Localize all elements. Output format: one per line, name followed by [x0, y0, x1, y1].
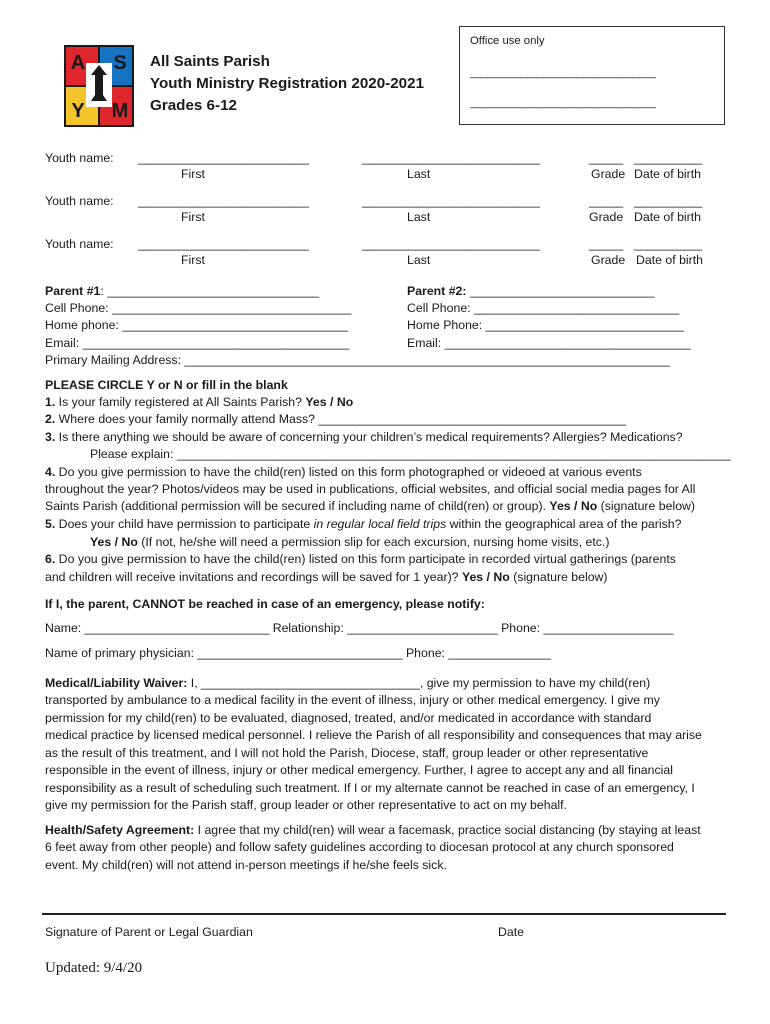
question-2	[45, 411, 626, 427]
dob-caption: Date of birth	[634, 210, 701, 224]
parent-1-field[interactable]: : _______________________________	[100, 284, 320, 298]
questions-heading: PLEASE CIRCLE Y or N or fill in the blank	[45, 378, 288, 392]
q5-yes-no-option[interactable]: Yes / No	[90, 535, 138, 549]
question-3	[45, 429, 683, 445]
q4-yes-no-option[interactable]: Yes / No	[549, 499, 598, 513]
q5-text-b: within the geographical area of the parish?	[446, 517, 682, 531]
youth-name-label: Youth name:	[45, 151, 114, 165]
parent-1-home-field[interactable]: Home phone: _________________________________	[45, 318, 348, 332]
waiver-line: medical practice by licensed medical personnel. I relieve the Parish of all responsibility and consequences that may arise	[45, 728, 702, 742]
last-caption: Last	[407, 253, 431, 267]
logo-letter-s: S	[113, 52, 127, 74]
q6-number: 6.	[45, 552, 56, 566]
question-6	[45, 551, 676, 567]
waiver-line: responsibility as a result of scheduling such treatment. If I or my alternate cannot be reached in case of an emergency, I	[45, 781, 695, 795]
q2-number: 2.	[45, 412, 56, 426]
q6-signature-note: (signature below)	[509, 570, 608, 584]
youth-first-field[interactable]: _________________________	[138, 194, 309, 208]
mailing-address-field[interactable]: Primary Mailing Address: _______________________________________________________________________	[45, 353, 670, 367]
q1-separator: /	[326, 395, 337, 409]
waiver-label: Medical/Liability Waiver:	[45, 676, 188, 690]
logo-letter-y: Y	[71, 100, 85, 122]
q5-text-a: Does your child have permission to participate	[55, 517, 314, 531]
dob-caption: Date of birth	[634, 167, 701, 181]
youth-grade-field[interactable]: _____	[589, 237, 624, 251]
parent-2-email-field[interactable]: Email: ____________________________________	[407, 336, 691, 350]
health-line: 6 feet away from other people) and follow safety guidelines according to diocesan protocol at any church sponsored	[45, 840, 674, 854]
office-use-box	[459, 26, 725, 125]
parent-2-home-field[interactable]: Home Phone: _____________________________	[407, 318, 684, 332]
grade-caption: Grade	[591, 167, 626, 181]
q6-line-2-row	[45, 569, 608, 585]
last-caption: Last	[407, 167, 431, 181]
q1-text: Is your family registered at All Saints Parish?	[55, 395, 306, 409]
question-1	[45, 394, 353, 410]
q1-no-option[interactable]: No	[336, 395, 354, 409]
parent-1-email-field[interactable]: Email: _______________________________________	[45, 336, 350, 350]
waiver-line: permission for my child(ren) to be evaluated, diagnosed, treated, and/or medicated in accordance with standard	[45, 711, 652, 725]
youth-name-label: Youth name:	[45, 194, 114, 208]
office-line-2[interactable]: _________________________________	[470, 97, 656, 109]
first-caption: First	[181, 210, 205, 224]
signature-label: Signature of Parent or Legal Guardian	[45, 925, 253, 939]
first-caption: First	[181, 167, 205, 181]
updated-date: Updated: 9/4/20	[45, 960, 143, 976]
waiver-line: give my permission for the Parish staff, group leader or other representative to act on my behalf.	[45, 798, 567, 812]
parent-1-row	[45, 283, 319, 299]
q2-field[interactable]: Where does your family normally attend Mass? _____________________________________________	[55, 412, 627, 426]
parent-2-row	[407, 283, 655, 299]
q3-explain-field[interactable]: Please explain: _________________________________________________________________________________	[90, 447, 731, 461]
youth-name-label: Youth name:	[45, 237, 114, 251]
q4-line-1: Do you give permission to have the child(ren) listed on this form photographed or videoed at various events	[55, 465, 642, 479]
q1-number: 1.	[45, 395, 56, 409]
youth-first-field[interactable]: _________________________	[138, 237, 309, 251]
grade-caption: Grade	[591, 253, 626, 267]
physician-fields[interactable]: Name of primary physician: ______________________________ Phone: _______________	[45, 646, 551, 660]
first-caption: First	[181, 253, 205, 267]
date-label: Date	[498, 925, 524, 939]
grades-label: Grades 6-12	[150, 97, 237, 114]
q6-yes-no-option[interactable]: Yes / No	[461, 570, 510, 584]
q1-yes-option[interactable]: Yes	[305, 395, 327, 409]
waiver-line: as the result of this treatment, and I will not hold the Parish, Diocese, staff, group leader or other representative	[45, 746, 649, 760]
question-4	[45, 464, 642, 480]
youth-dob-field[interactable]: __________	[634, 151, 703, 165]
q5-answer-row	[90, 534, 609, 550]
q5-number: 5.	[45, 517, 56, 531]
q4-line-3-row	[45, 498, 695, 514]
health-label: Health/Safety Agreement:	[45, 823, 195, 837]
logo-letter-m: M	[111, 100, 129, 122]
youth-grade-field[interactable]: _____	[589, 151, 624, 165]
parent-1-label: Parent #1	[45, 284, 101, 298]
page-title: All Saints Parish	[150, 53, 270, 70]
youth-first-field[interactable]: _________________________	[138, 151, 309, 165]
asym-logo	[64, 45, 134, 127]
parent-2-label: Parent #2:	[407, 284, 467, 298]
parent-1-cell-field[interactable]: Cell Phone: ___________________________________	[45, 301, 352, 315]
emergency-contact-fields[interactable]: Name: ___________________________ Relationship: ______________________ Phone: ___________________	[45, 621, 674, 635]
q4-line-3: Saints Parish (additional permission will be secured if including name of child(ren) or group).	[45, 499, 550, 513]
q6-line-2: and children will receive invitations and recordings will be saved for 1 year)?	[45, 570, 462, 584]
youth-last-field[interactable]: __________________________	[362, 194, 540, 208]
logo-letter-a: A	[70, 52, 86, 74]
waiver-line: responsible in the event of illness, injury or other medical emergency. Further, I agree to accept any and all financial	[45, 763, 673, 777]
q6-line-1: Do you give permission to have the child(ren) listed on this form participate in recorded virtual gatherings (parents	[55, 552, 676, 566]
parent-2-field[interactable]: ___________________________	[466, 284, 655, 298]
q4-line-2: throughout the year? Photos/videos may be used in publications, official websites, and official social media pages for All	[45, 482, 696, 496]
health-line-1-row	[45, 822, 701, 838]
office-line-1[interactable]: _________________________________	[470, 67, 656, 79]
grade-caption: Grade	[589, 210, 624, 224]
q3-text: Is there anything we should be aware of concerning your children’s medical requirements? Allergies? Medications?	[55, 430, 683, 444]
waiver-line-1-row	[45, 675, 650, 691]
office-use-label: Office use only	[470, 35, 545, 47]
youth-last-field[interactable]: __________________________	[362, 151, 540, 165]
youth-grade-field[interactable]: _____	[589, 194, 624, 208]
q4-number: 4.	[45, 465, 56, 479]
q4-signature-note: (signature below)	[597, 499, 696, 513]
last-caption: Last	[407, 210, 431, 224]
youth-last-field[interactable]: __________________________	[362, 237, 540, 251]
dob-caption: Date of birth	[636, 253, 703, 267]
waiver-line: transported by ambulance to a medical facility in the event of illness, injury or other medical emergency. I give my	[45, 693, 660, 707]
page-subtitle: Youth Ministry Registration 2020-2021	[150, 75, 425, 92]
q3-number: 3.	[45, 430, 56, 444]
emergency-heading: If I, the parent, CANNOT be reached in case of an emergency, please notify:	[45, 597, 485, 611]
signature-line[interactable]	[42, 913, 726, 915]
health-line-1: I agree that my child(ren) will wear a facemask, practice social distancing (by staying at least	[194, 823, 701, 837]
youth-dob-field[interactable]: __________	[634, 237, 703, 251]
waiver-name-field[interactable]: I, ________________________________, give my permission to have my child(ren)	[187, 676, 651, 690]
q5-note: (If not, he/she will need a permission slip for each excursion, nursing home visits, etc.)	[137, 535, 610, 549]
q5-italic: in regular local field trips	[313, 517, 447, 531]
question-5	[45, 516, 681, 532]
health-line: event. My child(ren) will not attend in-person meetings if he/she feels sick.	[45, 858, 447, 872]
youth-dob-field[interactable]: __________	[634, 194, 703, 208]
parent-2-cell-field[interactable]: Cell Phone: ______________________________	[407, 301, 680, 315]
